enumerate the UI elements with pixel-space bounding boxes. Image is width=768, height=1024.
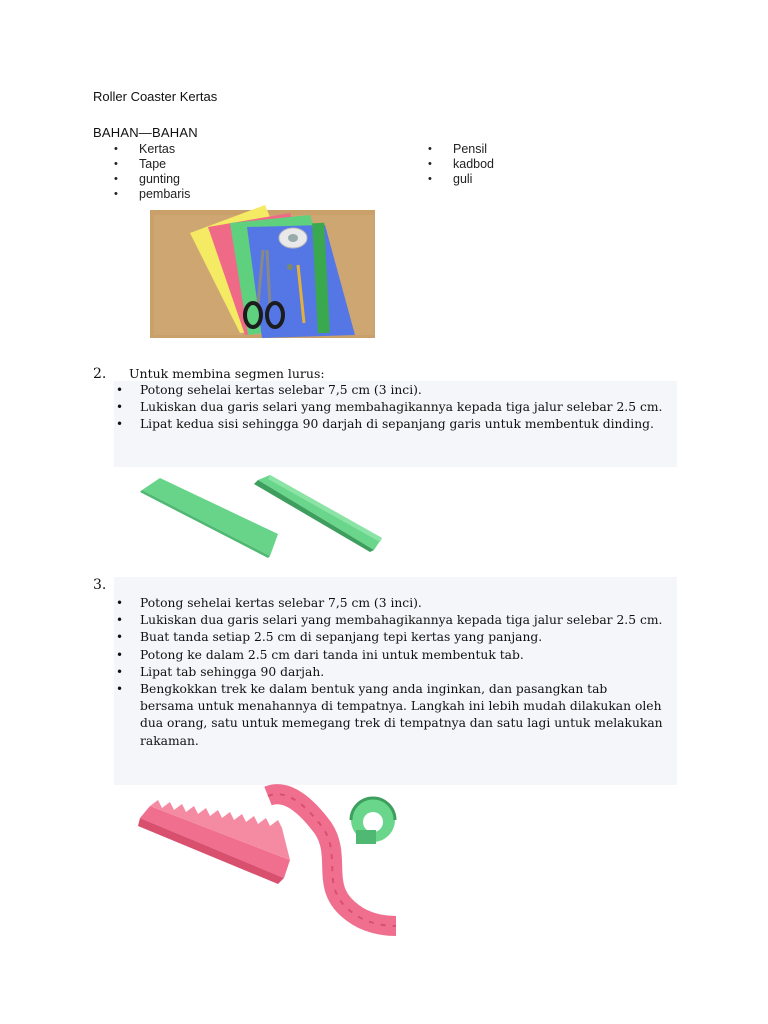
step2-heading-text: Untuk membina segmen lurus:: [129, 366, 325, 381]
folded-green-track: [258, 475, 382, 550]
flat-green-strip: [142, 478, 278, 556]
pink-straight-track: [138, 800, 290, 884]
step3-item: • Lipat tab sehingga 90 darjah.: [114, 664, 664, 681]
step2-item: • Lipat kedua sisi sehingga 90 darjah di sepanjang garis untuk membentuk dinding.: [114, 416, 664, 433]
material-item: • gunting: [114, 172, 190, 187]
step2-list: [114, 382, 664, 434]
materials-photo: [140, 205, 385, 345]
step2-item: • Potong sehelai kertas selebar 7,5 cm (3 inci).: [114, 382, 664, 399]
step3-item: • Potong sehelai kertas selebar 7,5 cm (3 inci).: [114, 595, 664, 612]
material-item: • Tape: [114, 157, 190, 172]
materials-heading: BAHAN—BAHAN: [93, 125, 198, 140]
material-item: • Kertas: [114, 142, 190, 157]
step3-item: • Bengkokkan trek ke dalam bentuk yang anda inginkan, dan pasangkan tab bersama untuk menahannya di tempatnya. Langkah ini lebih mudah dilakukan oleh dua orang, satu untuk memegang trek di tempatnya dan satu lagi untuk melakukan rakaman.: [114, 681, 664, 750]
materials-list-left: [114, 142, 190, 202]
step3-item: • Potong ke dalam 2.5 cm dari tanda ini untuk membentuk tab.: [114, 647, 664, 664]
loop-track-photo: [138, 788, 408, 933]
material-item: • guli: [428, 172, 494, 187]
material-item: • Pensil: [428, 142, 494, 157]
page-title: Roller Coaster Kertas: [93, 89, 218, 104]
step3-list: [114, 595, 664, 750]
marble: [287, 264, 293, 270]
material-item: • kadbod: [428, 157, 494, 172]
step2-heading: [93, 366, 325, 382]
step2-item: • Lukiskan dua garis selari yang membahagikannya kepada tiga jalur selebar 2.5 cm.: [114, 399, 664, 416]
step2-number: 2.: [93, 366, 107, 382]
green-loop: [351, 798, 395, 844]
materials-list-right: [428, 142, 494, 187]
step3-item: • Lukiskan dua garis selari yang membahagikannya kepada tiga jalur selebar 2.5 cm.: [114, 612, 664, 629]
material-item: • pembaris: [114, 187, 190, 202]
step3-item: • Buat tanda setiap 2.5 cm di sepanjang tepi kertas yang panjang.: [114, 629, 664, 646]
step3-number: 3.: [93, 577, 107, 593]
straight-track-photo: [140, 472, 385, 562]
